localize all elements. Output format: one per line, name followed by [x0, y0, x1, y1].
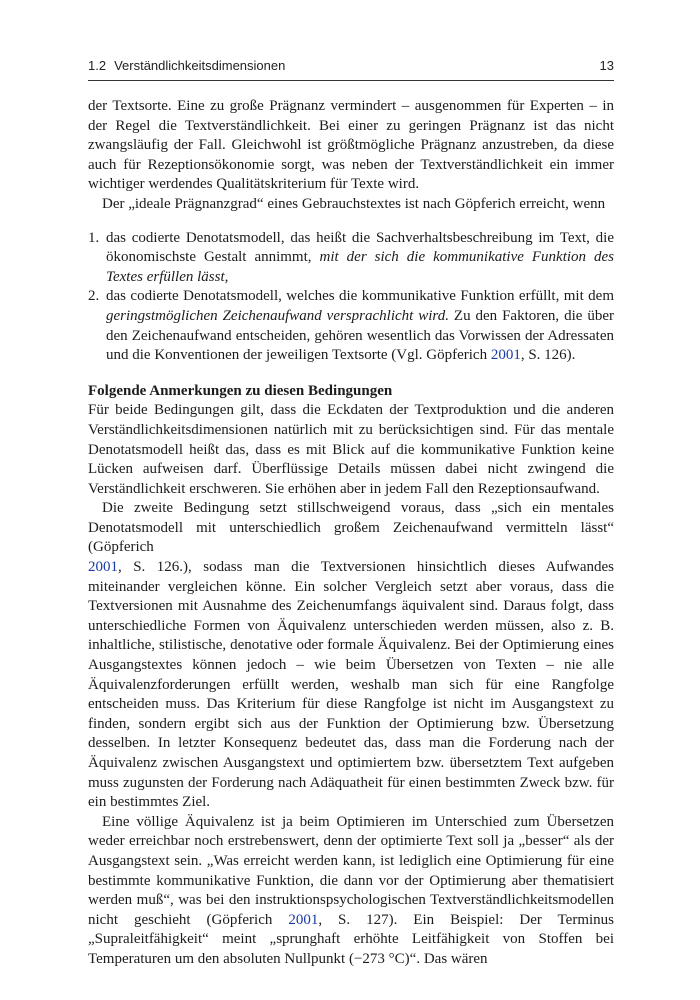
header-rule — [88, 80, 614, 81]
list-item-text: , S. 126). — [520, 347, 576, 364]
list-item-emphasis: geringstmöglichen Zeichenaufwand versprachlicht wird. — [106, 307, 449, 324]
paragraph: Der „ideale Prägnanzgrad“ eines Gebrauchstextes ist nach Göpferich erreicht, wenn — [102, 195, 606, 212]
body-text — [88, 97, 614, 970]
paragraph-text: , S. 127). Ein Beispiel: Der Terminus „Supraleitfähigkeit“ meint „sprunghaft erhöhte Leitfähigkeit von Stoffen bei Temperaturen um den absoluten Nullpunkt (−273 °C)“. Das wären — [88, 911, 614, 967]
paragraph — [88, 499, 614, 813]
paragraph-text: Eine völlige Äquivalenz ist ja beim Optimieren im Unterschied zum Übersetzen weder erreichbar noch erstrebenswert, denn der optimierte Text soll ja „besser“ als der Ausgangstext sein. „Was erreicht werden kann, ist lediglich eine Optimierung für eine bestimmte kommunikative Funktion, die dann vor der Optimierung aber thematisiert werden muß“, was bei den instruktionspsychologischen Textverständlichkeitsmodellen nicht geschieht (Göpferich — [88, 813, 614, 928]
paragraph-text: Die zweite Bedingung setzt stillschweigend voraus, dass „sich ein mentales Denotatsmodell mit unterschiedlich großem Zeichenaufwand vermitteln lässt“ (Göpferich — [88, 500, 614, 556]
citation-link[interactable]: 2001 — [490, 347, 521, 364]
list-item — [88, 229, 614, 288]
section-title: Verständlichkeitsdimensionen — [114, 58, 286, 73]
list-item-text: Zu den Faktoren, die über den Zeichenaufwand entscheiden, gehören wesentlich das Vorwissen der Adressaten und die Konventionen der jeweiligen Textsorte (Vgl. Göpferich — [106, 307, 615, 364]
paragraph-text: , S. 126.), sodass man die Textversionen hinsichtlich dieses Aufwandes miteinander vergleichen könne. Ein solcher Vergleich setzt aber voraus, dass die Textversionen mit Ausnahme des Zeichenumfangs äquivalent sind. Daraus folgt, dass unterschiedliche Formen von Äquivalenz unterschieden werden müssen, also z. B. inhaltliche, stilistische, denotative oder formale Äquivalenz. Bei der Optimierung eines Ausgangstextes können jedoch – wie beim Übersetzen von Texten – nie alle Äquivalenzforderungen erfüllt werden, weshalb man sich für eine Rangfolge entscheiden muss. Das Kriterium für diese Rangfolge ist nicht im Ausgangstext zu finden, sondern ergibt sich aus der Funktion der Optimierung bzw. Übersetzung desselben. In letzter Konsequenz bedeutet das, dass man die Forderung nach der Äquivalenz zwischen Ausgangstext und optimiertem bzw. übersetztem Text aufgeben muss zugunsten der Forderung nach Adäquatheit für einen bestimmten Zweck bzw. für ein bestimmtes Ziel. — [88, 559, 614, 811]
list-item — [88, 287, 614, 365]
list-item-text: das codierte Denotatsmodell, das heißt die Sachverhaltsbeschreibung im Text, die ökonomischste Gestalt annimmt, — [106, 229, 614, 266]
paragraph — [88, 813, 614, 970]
list-marker: 1. — [88, 229, 100, 246]
paragraph: der Textsorte. Eine zu große Prägnanz vermindert – ausgenommen für Experten – in der Regel die Textverständlichkeit. Bei einer zu geringen Prägnanz ist das nicht zwangsläufig der Fall. Gleichwohl ist größtmögliche Prägnanz anzustreben, da diese auch für Rezeptionsökonomie sorgt, was neben der Textverständlichkeit ein immer wichtiger werdendes Qualitätskriterium für Texte wird. — [88, 98, 614, 193]
citation-link[interactable]: 2001 — [288, 911, 319, 928]
section-heading: Folgende Anmerkungen zu diesen Bedingungen — [88, 382, 393, 399]
list-marker: 2. — [88, 288, 100, 305]
section-number: 1.2 — [88, 58, 107, 73]
page-number: 13 — [599, 58, 614, 73]
section-heading — [88, 58, 285, 73]
paragraph: Für beide Bedingungen gilt, dass die Eckdaten der Textproduktion und die anderen Verständlichkeitsdimensionen natürlich mit zu berücksichtigen sind. Für das mentale Denotatsmodell heißt das, dass es mit Blick auf die kommunikative Funktion keine Lücken aufweisen darf. Überflüssige Details müssen dabei nicht zwingend die Verständlichkeit erschweren. Sie erhöhen aber in jedem Fall den Rezeptionsaufwand. — [88, 402, 614, 497]
list-item-emphasis: mit der sich die kommunikative Funktion des Textes erfüllen lässt, — [106, 249, 615, 285]
list-item-text: das codierte Denotatsmodell, welches die kommunikative Funktion erfüllt, mit dem — [106, 288, 614, 305]
citation-link[interactable]: 2001 — [88, 559, 118, 576]
running-head — [88, 58, 614, 78]
numbered-list — [88, 229, 614, 366]
